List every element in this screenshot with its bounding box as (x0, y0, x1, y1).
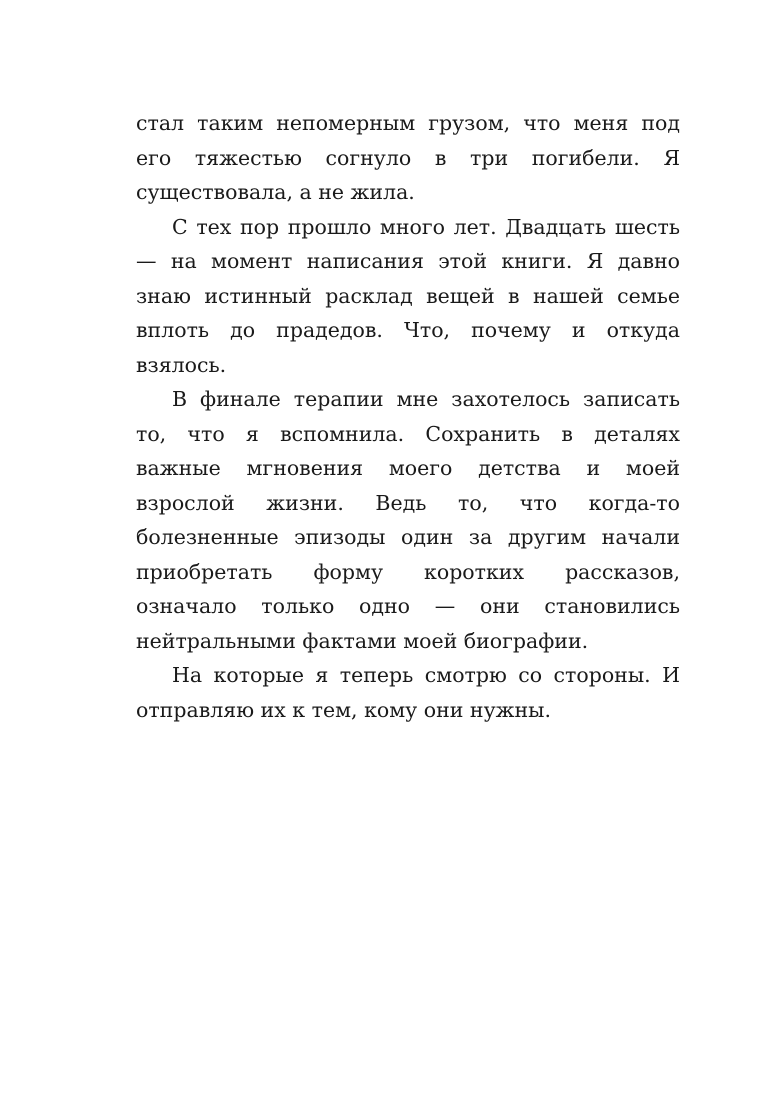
paragraph: На которые я теперь смотрю со стороны. И отправляю их к тем, кому они нужны. (136, 663, 680, 722)
paragraph-continuation: стал таким непомерным грузом, что меня под его тяжестью согнуло в три погибели. Я существовала, а не жила. (136, 111, 680, 204)
paragraph: С тех пор прошло много лет. Двадцать шесть — на момент написания этой книги. Я давно знаю истинный расклад вещей в нашей семье вплоть до прадедов. Что, почему и откуда взялось. (136, 214, 680, 377)
body-text (136, 106, 680, 727)
paragraph: В финале терапии мне захотелось записать то, что я вспомнила. Сохранить в деталях важные мгновения моего детства и моей взрослой жизни. Ведь то, что когда-то болезненные эпизоды один за другим начали приобретать форму коротких рассказов, означало только одно — они становились нейтральными фактами моей биографии. (136, 387, 680, 653)
